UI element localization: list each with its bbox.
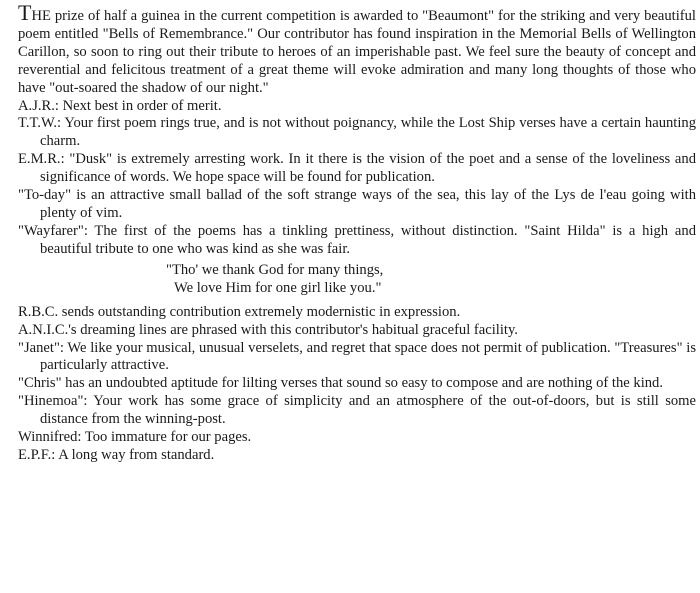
entry-rbc: R.B.C. sends outstanding contribution extremely modernistic in expression. — [18, 303, 461, 320]
entry-anic: A.N.I.C.'s dreaming lines are phrased with this contributor's habitual graceful facility. — [18, 321, 518, 338]
entry-wayfarer: "Wayfarer": The first of the poems has a tinkling prettiness, without distinction. "Saint Hilda" is a high and beautiful tribute to one who was kind as she was fair. — [18, 222, 696, 257]
entry-to-day: "To-day" is an attractive small ballad of the soft strange ways of the sea, this lay of the Lys de l'eau going with plenty of vim. — [18, 187, 696, 221]
verse-line-2: We love Him for one girl like you." — [174, 280, 382, 297]
entry-emr: E.M.R.: "Dusk" is extremely arresting work. In it there is the vision of the poet and a sense of the loveliness and significance of words. We hope space will be found for publication. — [18, 151, 696, 186]
drop-cap: T — [18, 0, 32, 25]
entry-ttw: T.T.W.: Your first poem rings true, and is not without poignancy, while the Lost Ship verses have a certain haunting charm. — [18, 115, 696, 150]
entry-ajr: A.J.R.: Next best in order of merit. — [18, 97, 222, 114]
entry-hinemoa: "Hinemoa": Your work has some grace of simplicity and an atmosphere of the out-of-doors, but is still some distance from the winning-post. — [18, 393, 696, 428]
entry-janet: "Janet": We like your musical, unusual verselets, and regret that space does not permit of publication. "Treasures" is particularly attractive. — [18, 339, 696, 374]
entry-chris: "Chris" has an undoubted aptitude for lilting verses that sound so easy to compose and are nothing of the kind. — [18, 375, 664, 392]
verse-quote — [18, 261, 696, 298]
lead-paragraph — [18, 0, 696, 98]
entry-epf: E.P.F.: A long way from standard. — [18, 446, 215, 463]
verse-line-1: "Tho' we thank God for many things, — [166, 261, 384, 278]
article-column — [18, 0, 696, 465]
entry-winnifred: Winnifred: Too immature for our pages. — [18, 429, 252, 446]
lead-text: HE prize of half a guinea in the current competition is awarded to "Beaumont" for the striking and very beautiful poem entitled "Bells of Remembrance." Our contributor has found inspiration in the Memorial Bells of Wellington Carillon, so soon to ring out their tribute to heroes of an imperishable past. We feel sure the beauty of concept and reverential and felicitous treatment of a great theme will evoke admiration and many long thoughts of those who have "out-soared the shadow of our night." — [18, 8, 696, 96]
